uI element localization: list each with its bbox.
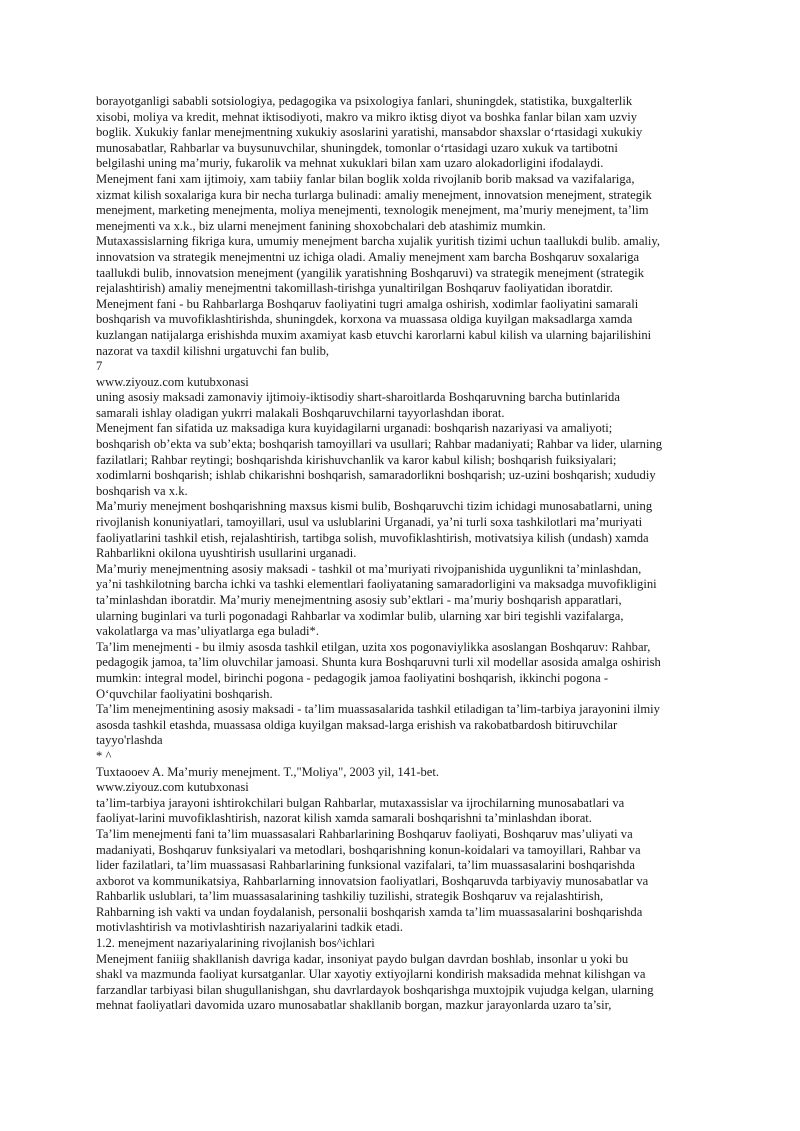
text-line: motivlashtirish va motivlashtirish nazariyalarini tadkik etadi. [96, 920, 404, 935]
text-line: innovatsion va strategik menejmentni uz ichiga oladi. Amaliy menejment xam barcha Boshqaruv soxalariga [96, 249, 640, 264]
text-line: lider fazilatlari, ta’lim muassasasi Rahbarlarining funksional vazifalari, ta’lim muassasalarini boshqarishda [96, 858, 635, 873]
text-line: xisobi, moliya va kredit, mehnat iktisodiyoti, makro va mikro iktisg diyot va boshka fanlar bilan xam uzviy [96, 109, 638, 124]
text-line: boshqarish ob’ekta va sub’ekta; boshqarish tamoyillari va usullari; Rahbar madaniyati; Rahbar va lider, ularning [96, 437, 663, 452]
source-line: www.ziyouz.com kutubxonasi [96, 374, 249, 389]
text-line: rejalashtirish) amaliy menejmentni takomillash-tirishga yunaltirilgan Boshqaruv faoliyatidan iboratdir. [96, 281, 613, 296]
text-line: farzandlar tarbiyasi bilan shugullanishgan, shu davrlardayok boshqarishga muxtojpik vujudga kelgan, ularning [96, 982, 654, 997]
text-line: pedagogik jamoa, ta’lim oluvchilar jamoasi. Shunta kura Boshqaruvni turli xil modellar asosida amalga oshirish [96, 655, 661, 670]
text-line: kuzlangan natijalarga erishishda muxim axamiyat kasb etuvchi karorlarni kabul kilish va ularning bajarilishini [96, 327, 652, 342]
text-line: Ta’lim menejmenti fani ta’lim muassasalari Rahbarlarining Boshqaruv faoliyati, Boshqaruv mas’uliyati va [96, 826, 633, 841]
text-line: Ta’lim menejmentining asosiy maksadi - ta’lim muassasalarida tashkil etiladigan ta’lim-tarbiya jarayonini ilmiy [96, 702, 660, 717]
text-line: Ta’lim menejmenti - bu ilmiy asosda tashkil etilgan, uzita xos pogonaviylikka asoslangan Boshqaruv: Rahbar, [96, 639, 651, 654]
text-line: Menejment fani xam ijtimoiy, xam tabiiy fanlar bilan boglik xolda rivojlanib borib maksad va vazifalariga, [96, 171, 635, 186]
text-line: faoliyat-larini muvofiklashtirish, nazorat kilish xamda samarali boshqarishni ta’minlashdan iborat. [96, 811, 592, 826]
text-line: boglik. Xukukiy fanlar menejmentning xukukiy asoslarini yaratishi, mansabdor shaxslar o‘rtasidagi xukukiy [96, 125, 643, 140]
text-line: ta’minlashdan iboratdir. Ma’muriy menejmentning asosiy sub’ektlari - ma’muriy boshqarish apparatlari, [96, 593, 622, 607]
footnote-text: www.ziyouz.com kutubxonasi [96, 780, 249, 795]
text-line: * ^ [96, 748, 112, 763]
text-line: nazorat va taxdil kilishni urgatuvchi fan bulib, [96, 343, 330, 358]
text-line: madaniyati, Boshqaruv funksiyalari va metodlari, boshqarishning konun-koidalari va tamoyillari, Rahbar va [96, 842, 641, 857]
text-line: 1.2. menejment nazariyalarining rivojlanish bos^ichlari [96, 936, 375, 951]
text-line: axborot va kommunikatsiya, Rahbarlarning innovatsion faoliyatlari, Boshqaruvda tarbiyaviy munosabatlar va [96, 873, 649, 888]
text-line: ularning buginlari va turli pogonadagi Rahbarlar va xodimlar bulib, ularning xar biri tegishli vazifalarga, [96, 608, 624, 623]
text-line: xizmat kilish soxalariga kura bir necha turlarga bulinadi: amaliy menejment, innovatsion menejment, strategik [96, 187, 652, 202]
text-line: uning asosiy maksadi zamonaviy ijtimoiy-iktisodiy shart-sharoitlarda Boshqaruvning barcha butinlarida [96, 390, 620, 405]
text-line: Rahbarning ish vakti va undan foydalanish, personalii boshqarish xamda ta’lim muassasalarini boshqarishda [96, 904, 643, 919]
page-number: 7 [96, 359, 103, 374]
text-line: mehnat faoliyatlari davomida uzaro munosabatlar shakllanib borgan, mazkur jarayonlarda uzaro ta’sir, [96, 998, 612, 1013]
section-heading: Menejment faniiig shakllanish davriga kadar, insoniyat paydo bulgan davrdan boshlab, insonlar u yoki bu [96, 951, 629, 966]
text-line: borayotganligi sababli sotsiologiya, pedagogika va psixologiya fanlari, shuningdek, statistika, buxgalterlik [96, 94, 633, 108]
source-line: ta’lim-tarbiya jarayoni ishtirokchilari bulgan Rahbarlar, mutaxassislar va ijrochilarning munosabatlari va [96, 795, 625, 810]
text-line: Menejment fani - bu Rahbarlarga Boshqaruv faoliyatini tugri amalga oshirish, xodimlar faoliyatini samarali [96, 296, 639, 311]
text-line: munosabatlar, Rahbarlar va buysunuvchilar, shuningdek, tomonlar o‘rtasidagi uzaro xukuk va tartibotni [96, 140, 618, 155]
text-line: Menejment fan sifatida uz maksadiga kura kuyidagilarni urganadi: boshqarish nazariyasi va amaliyoti; [96, 421, 613, 436]
text-line: asosda tashkil etashda, muassasa oldiga kuyilgan maksad-larga erishish va rakobatbardosh bitiruvchilar [96, 717, 618, 732]
text-line: ya’ni tashkilotning barcha ichki va tashki elementlari faoliyataning samaradorligini va maksadga muvofikligini [96, 577, 657, 592]
footnote-marker: Tuxtaooev A. Ma’muriy menejment. T.,"Moliya", 2003 yil, 141-bet. [96, 764, 440, 779]
text-line: mumkin: integral model, birinchi pogona - pedagogik jamoa faoliyatini boshqarish, ikkinchi pogona - [96, 670, 609, 685]
text-line: vakolatlarga va mas’uliyatlarga ega buladi*. [96, 624, 319, 639]
text-line: Rahbarlik uslublari, ta’lim muassasalarining tashkiliy tuzilishi, strategik Boshqaruv va rejalashtirish, [96, 889, 604, 904]
text-line: faoliyatlarini tashkil etish, rejalashtirish, tartibga solish, muvofiklashtirish, motivatsiya kilish (undash) xamda [96, 530, 649, 545]
text-line: Rahbarlikni okilona uyushtirish usullarini urganadi. [96, 546, 357, 561]
text-line: shakl va mazmunda faoliyat kursatganlar. Ular xayotiy extiyojlarni kondirish maksadida mehnat kilishgan va [96, 967, 646, 982]
text-line: samarali ishlay oladigan yukrri malakali Boshqaruvchilarni tayyorlashdan iborat. [96, 405, 505, 420]
text-line: Ma’muriy menejment boshqarishning maxsus kismi bulib, Boshqaruvchi tizim ichidagi munosabatlarni, uning [96, 499, 653, 514]
text-line: tayyo'rlashda [96, 733, 163, 748]
text-line: O‘quvchilar faoliyatini boshqarish. [96, 686, 273, 701]
text-line: menejment, marketing menejmenta, moliya menejmenti, texnologik menejment, ma’muriy menejment, ta’lim [96, 203, 649, 218]
text-line: boshqarish va muvofiklashtirishda, shuningdek, korxona va muassasa oldiga kuyilgan maksadlarga xamda [96, 312, 633, 327]
text-line: Ma’muriy menejmentning asosiy maksadi - tashkil ot ma’muriyati rivojpanishida uygunlikni ta’minlashdan, [96, 561, 642, 576]
text-line: taallukdi bulib, innovatsion menejment (yangilik yaratishning Boshqaruvi) va strategik menejment (strategik [96, 265, 645, 280]
text-line: belgilashi uning ma’muriy, fukarolik va mehnat xukuklari bilan xam uzaro alokadorligini ifodalaydi. [96, 156, 604, 171]
text-line: xodimlarni boshqarish; ishlab chikarishni boshqarish, samaradorlikni boshqarish; uz-uzini boshqarish; xududiy [96, 468, 656, 483]
text-line: menejmenti va x.k., biz ularni menejment fanining shoxobchalari deb atashimiz mumkin. [96, 218, 546, 233]
text-line: Mutaxassislarning fikriga kura, umumiy menejment barcha xujalik yuritish tizimi uchun taallukdi bulib. amaliy, [96, 234, 661, 249]
document-page [96, 94, 706, 1014]
text-line: boshqarish va x.k. [96, 483, 188, 498]
text-line: rivojlanish konuniyatlari, tamoyillari, usul va uslublarini Urganadi, ya’ni turli soxa tashkilotlari ma’muriyati [96, 515, 643, 530]
text-line: fazilatlari; Rahbar reytingi; boshqarishda kirishuvchanlik va karor kabul kilish; boshqarish fuiksiyalari; [96, 452, 617, 467]
